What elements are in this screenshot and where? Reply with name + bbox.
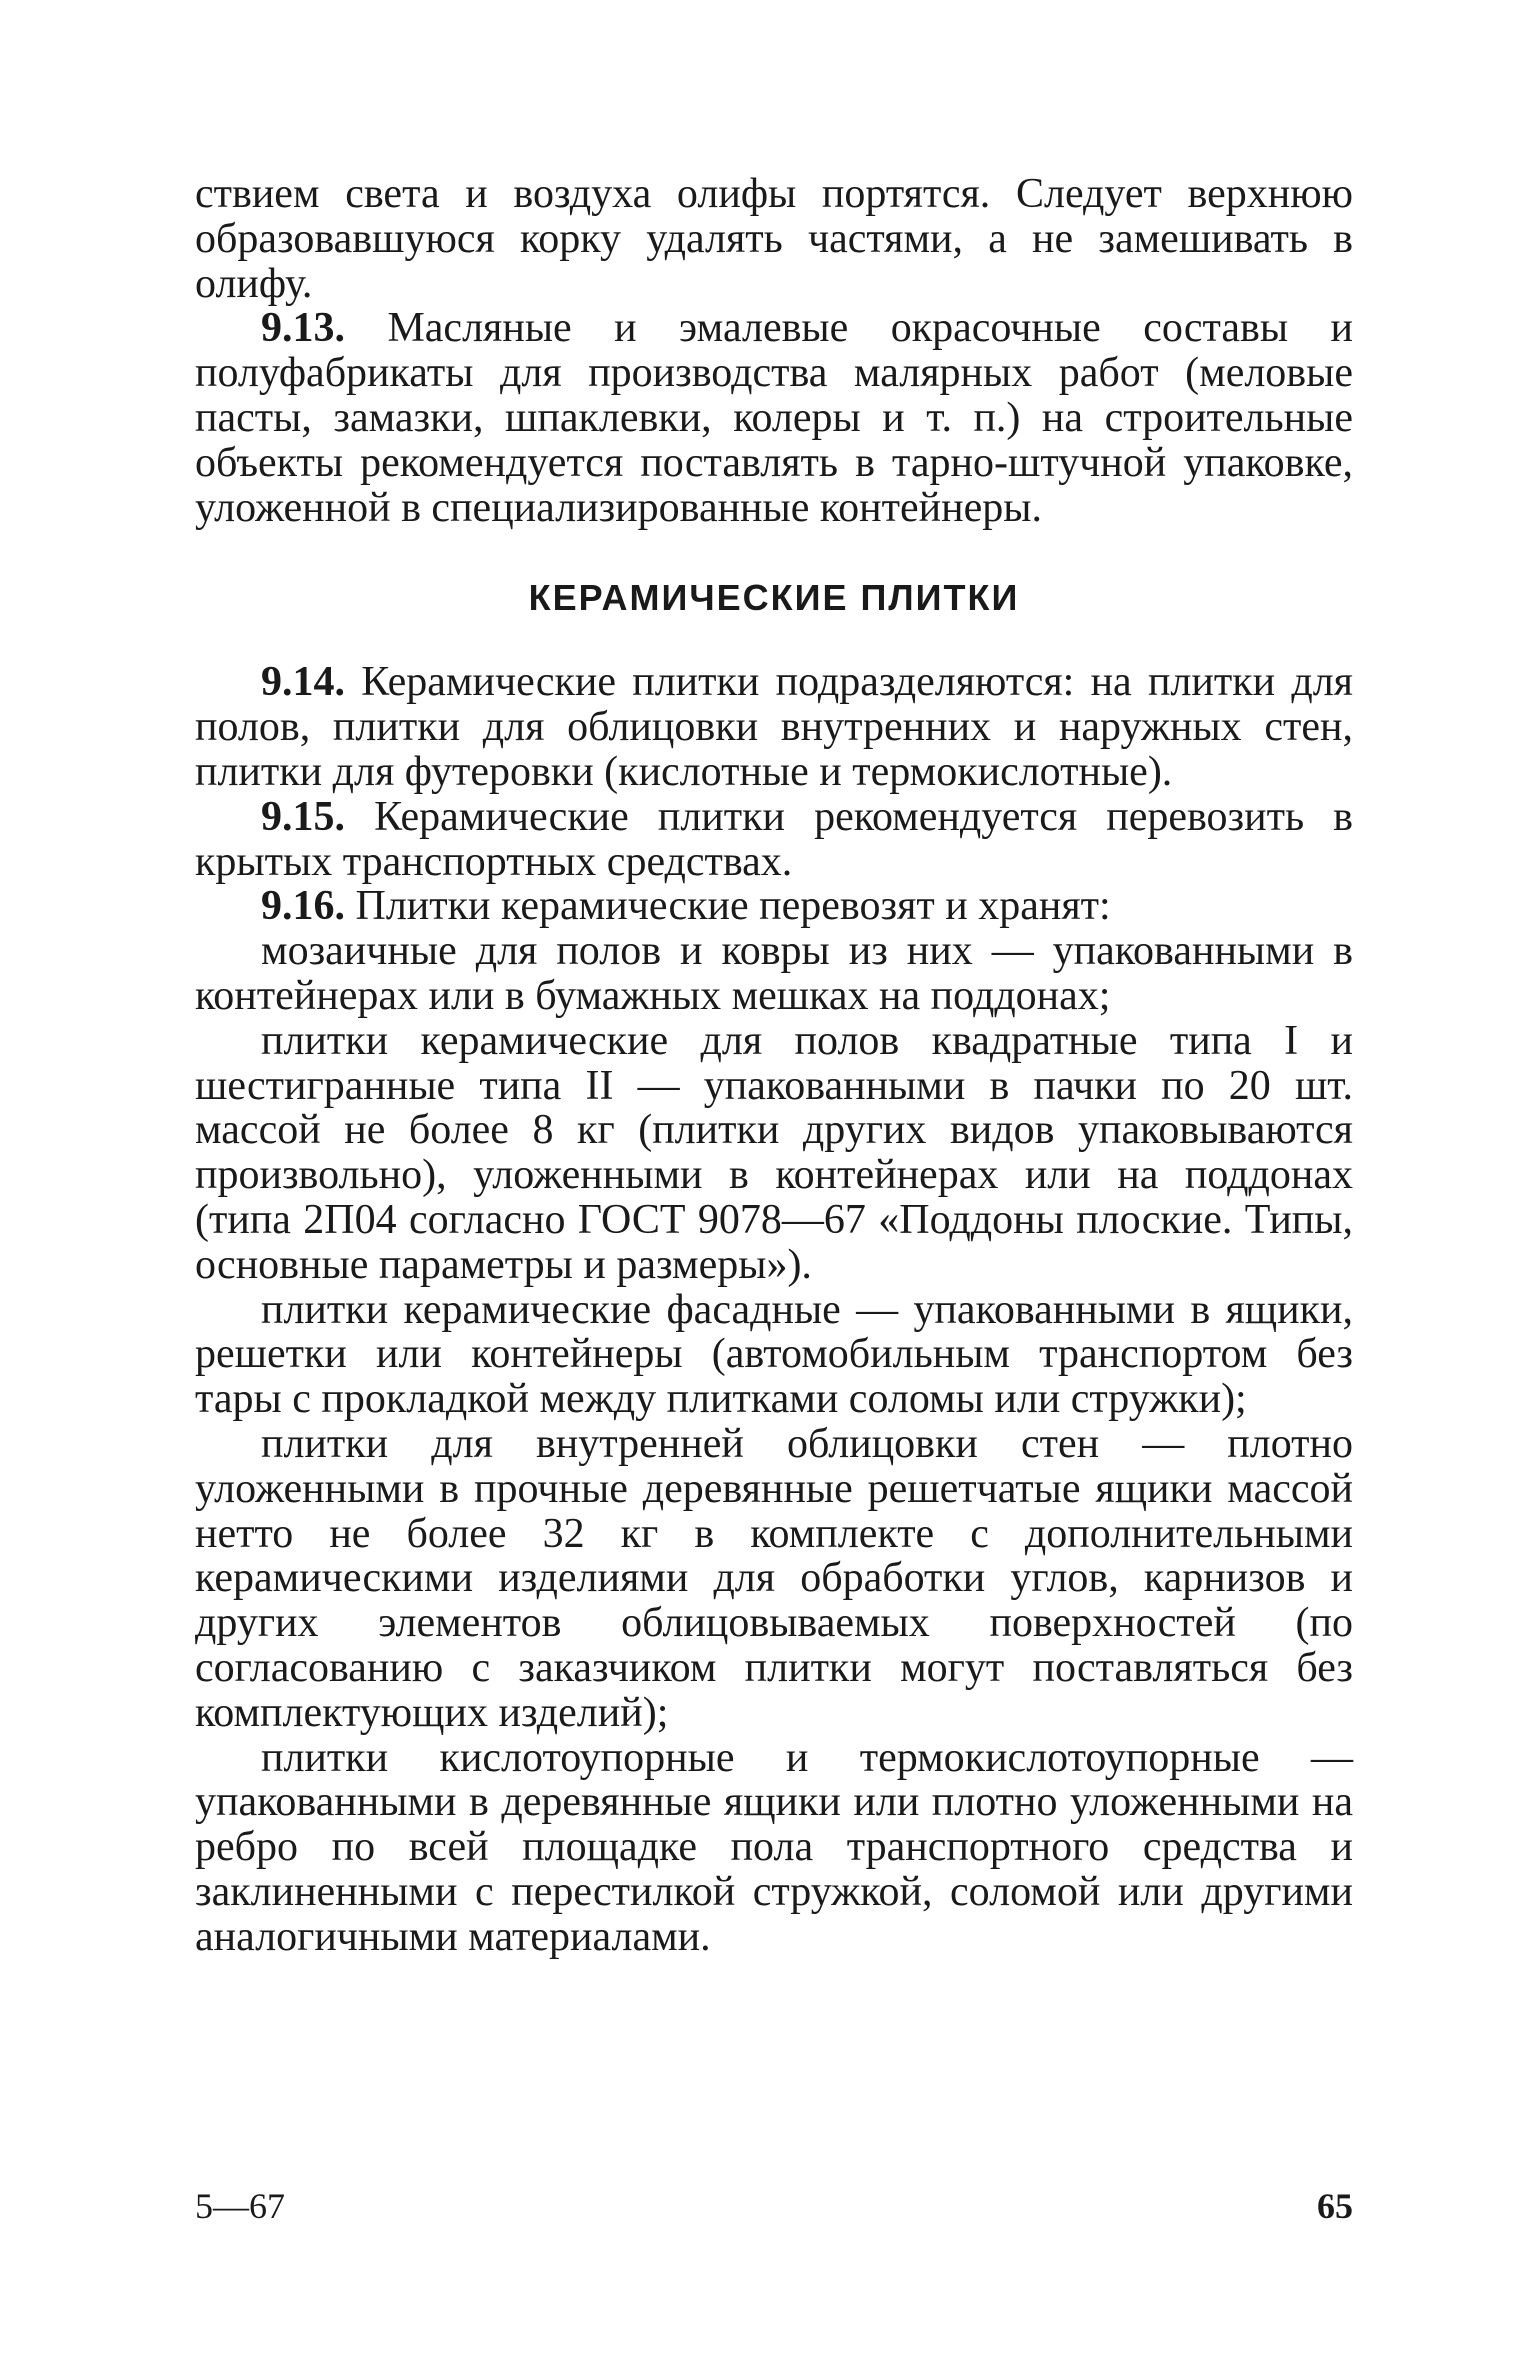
list-item-facade-tiles [195, 1288, 1353, 1422]
list-item-wall-tiles [195, 1422, 1353, 1736]
paragraph-9-15 [195, 795, 1353, 885]
paragraph-continuation [195, 172, 1353, 306]
list-item-acid-tiles [195, 1736, 1353, 1960]
paragraph-text: Керамические плитки рекомендуется перевозить в крытых транспортных средствах. [195, 793, 1353, 885]
paragraph-number: 9.16. [261, 883, 345, 930]
signature-mark: 5—67 [195, 2186, 285, 2226]
paragraph-text: плитки кислотоупорные и термокислотоупорные — упакованными в деревянные ящики или плотно уложенными на ребро по всей площадке пола транспортного средства и заклиненными с перестилкой стружкой, соломой или другими аналогичными материалами. [195, 1734, 1353, 1960]
section-heading: КЕРАМИЧЕСКИЕ ПЛИТКИ [528, 577, 1020, 619]
paragraph-text: Плитки керамические перевозят и хранят: [355, 883, 1111, 930]
paragraph-9-14 [195, 660, 1353, 794]
list-item-floor-tiles [195, 1019, 1353, 1288]
paragraph-text: плитки керамические фасадные — упакованными в ящики, решетки или контейнеры (автомобильным транспортом без тары с прокладкой между плитками соломы или стружки); [195, 1286, 1353, 1423]
paragraph-text: Керамические плитки подразделяются: на плитки для полов, плитки для облицовки внутренних и наружных стен, плитки для футеровки (кислотные и термокислотные). [195, 659, 1353, 795]
paragraph-text: ствием света и воздуха олифы портятся. Следует верхнюю образовавшуюся корку удалять частями, а не замешивать в олифу. [195, 171, 1353, 307]
paragraph-9-13 [195, 306, 1353, 530]
paragraph-number: 9.13. [261, 305, 345, 352]
list-item-mosaic [195, 929, 1353, 1019]
paragraph-text: Масляные и эмалевые окрасочные составы и полуфабрикаты для производства малярных работ (меловые пасты, замазки, шпаклевки, колеры и т. п.) на строительные объекты рекомендуется поставлять в тарно-штучной упаковке, уложенной в специализированные контейнеры. [195, 305, 1353, 531]
paragraph-text: плитки керамические для полов квадратные типа I и шестигранные типа II — упакованными в пачки по 20 шт. массой не более 8 кг (плитки других видов упаковываются произвольно), уложенными в контейнерах или на поддонах (типа 2П04 согласно ГОСТ 9078—67 «Поддоны плоские. Типы, основные параметры и размеры»). [195, 1017, 1353, 1288]
document-page [195, 172, 1353, 1959]
paragraph-9-16 [195, 884, 1353, 929]
paragraph-text: плитки для внутренней облицовки стен — плотно уложенными в прочные деревянные решетчатые ящики массой нетто не более 32 кг в комплекте с дополнительными керамическими изделиями для обработки углов, карнизов и других элементов облицовываемых поверхностей (по согласованию с заказчиком плитки могут поставляться без комплектующих изделий); [195, 1420, 1353, 1736]
paragraph-number: 9.15. [261, 793, 345, 840]
paragraph-text: мозаичные для полов и ковры из них — упакованными в контейнерах или в бумажных мешках на поддонах; [195, 928, 1353, 1019]
paragraph-number: 9.14. [261, 659, 345, 706]
page-number: 65 [1317, 2186, 1353, 2226]
